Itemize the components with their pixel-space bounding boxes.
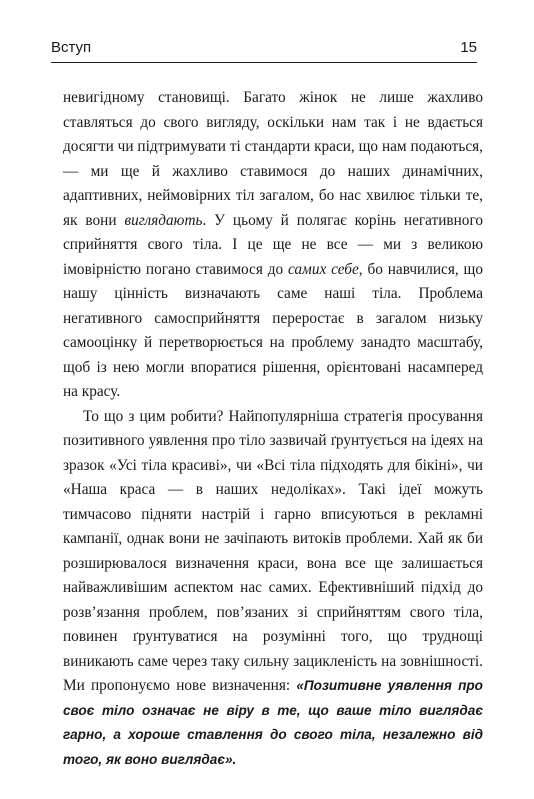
paragraph-1-text-a: невигідному становищі. Багато жінок не лише жахливо ставляться до свого вигляду, оскільки нам так і не вдається досягти чи підтримувати ті стандарти краси, що нам подаються, — ми ще й жахливо ставимося до наших динамічних, адаптивних, неймовірних тіл загалом, бо нас хвилює тільки те, як вони	[63, 89, 483, 229]
paragraph-1-text-b: . У цьому й полягає корінь негативного сприйняття свого тіла. І це ще не все — ми з великою імовірністю погано ставимося до	[63, 211, 484, 278]
header-rule	[51, 62, 477, 63]
definition-quote: «Позитивне уявлення про своє тіло означає не віру в те, що ваше тіло виглядає гарно, а хороше ставлення до свого тіла, незалежно від того, як воно виглядає»	[63, 678, 483, 767]
chapter-title: Вступ	[51, 39, 92, 56]
definition-quote-end: .	[232, 751, 237, 767]
paragraph-1-emphasis-look: виглядають	[124, 211, 203, 229]
paragraph-1	[63, 86, 483, 405]
body-text	[63, 86, 483, 772]
page-number: 15	[460, 39, 477, 56]
paragraph-1-emphasis-self: самих себе	[288, 260, 359, 278]
paragraph-1-text-c: , бо навчилися, що нашу цінність визначають саме наші тіла. Проблема негативного самосприйняття переростає в загалом низьку самооцінку й перетворюється на проблему занадто масштабу, щоб із нею могли впоратися рішення, орієнтовані насамперед на красу.	[63, 260, 483, 400]
paragraph-2	[63, 405, 483, 773]
running-header	[51, 30, 477, 56]
paragraph-2-text: То що з цим робити? Найпопулярніша стратегія просування позитивного уявлення про тіло зазвичай ґрунтується на ідеях на зразок «Усі тіла красиві», чи «Всі тіла підходять для бікіні», чи «Наша краса — в наших недоліках». Такі ідеї можуть тимчасово підняти настрій і гарно вписуються в рекламні кампанії, однак вони не зачіпають витоків проблеми. Хай як би розширювалося визначення краси, вона все ще залишається найважливішим аспектом нас самих. Ефективніший підхід до розв’язання проблем, пов’язаних зі сприйняттям свого тіла, повинен ґрунтуватися на розумінні того, що труднощі виникають саме через таку сильну зацикленість на зовнішності. Ми пропонуємо нове визначення:	[63, 407, 483, 694]
